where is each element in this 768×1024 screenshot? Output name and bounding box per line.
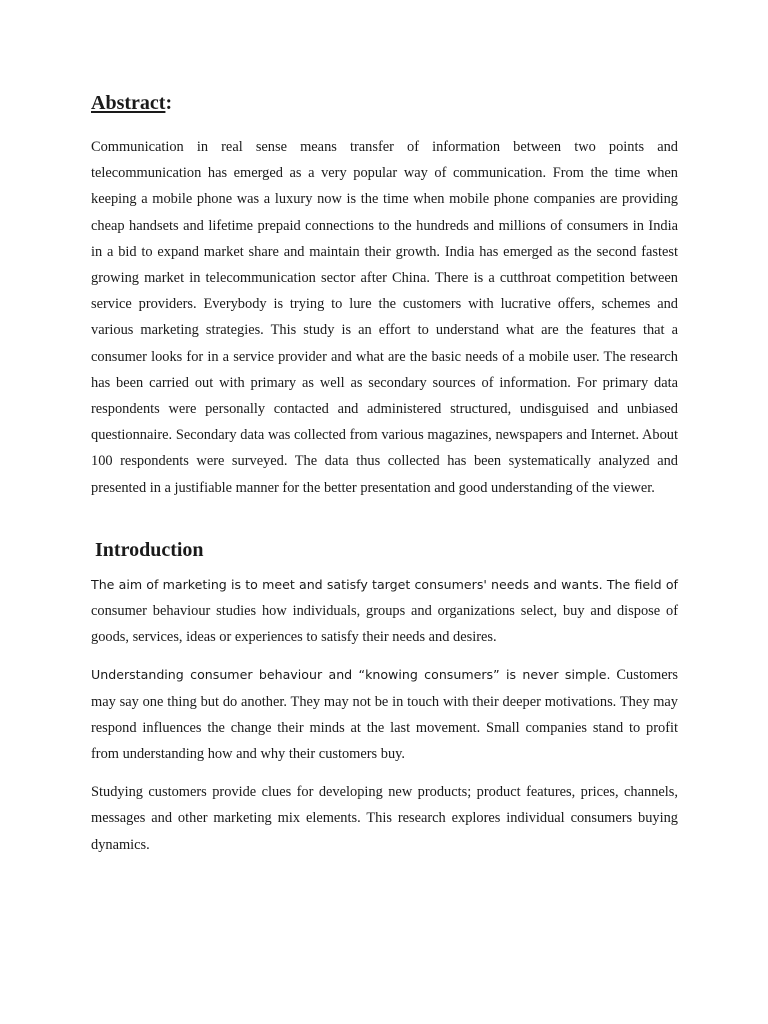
document-content bbox=[91, 88, 678, 858]
abstract-heading bbox=[91, 88, 678, 118]
introduction-paragraph-2 bbox=[91, 662, 678, 767]
abstract-heading-colon: : bbox=[165, 92, 173, 114]
introduction-heading: Introduction bbox=[95, 538, 204, 561]
introduction-paragraph-1-rest: consumer behaviour studies how individuals, groups and organizations select, buy and dispose of goods, services, ideas or experiences to satisfy their needs and desires. bbox=[91, 603, 678, 646]
introduction-paragraph-2-rest: Customers may say one thing but do another. They may not be in touch with their deeper motivations. They may respond influences the change their minds at the last movement. Small companies stand to profit from understanding how and why their customers buy. bbox=[91, 667, 678, 763]
introduction-paragraph-1 bbox=[91, 572, 678, 651]
abstract-paragraph: Communication in real sense means transfer of information between two points and telecommunication has emerged as a very popular way of communication. From the time when keeping a mobile phone was a luxury now is the time when mobile phone companies are providing cheap handsets and lifetime prepaid connections to the hundreds and millions of consumers in India in a bid to expand market share and maintain their growth. India has emerged as the second fastest growing market in telecommunication sector after China. There is a cutthroat competition between service providers. Everybody is trying to lure the customers with lucrative offers, schemes and various marketing strategies. This study is an effort to understand what are the features that a consumer looks for in a service provider and what are the basic needs of a mobile user. The research has been carried out with primary as well as secondary sources of information. For primary data respondents were personally contacted and administered structured, undisguised and unbiased questionnaire. Secondary data was collected from various magazines, newspapers and Internet. About 100 respondents were surveyed. The data thus collected has been systematically analyzed and presented in a justifiable manner for the better presentation and good understanding of the viewer. bbox=[91, 139, 678, 496]
introduction-paragraph-1-lead: The aim of marketing is to meet and satisfy target consumers' needs and wants. The field of bbox=[91, 576, 678, 592]
abstract-heading-text: Abstract bbox=[91, 92, 166, 114]
introduction-paragraph-2-lead: Understanding consumer behaviour and “knowing consumers” is never simple. bbox=[91, 667, 611, 683]
introduction-paragraph-3: Studying customers provide clues for developing new products; product features, prices, channels, messages and other marketing mix elements. This research explores individual consumers buying dynamics. bbox=[91, 784, 678, 853]
